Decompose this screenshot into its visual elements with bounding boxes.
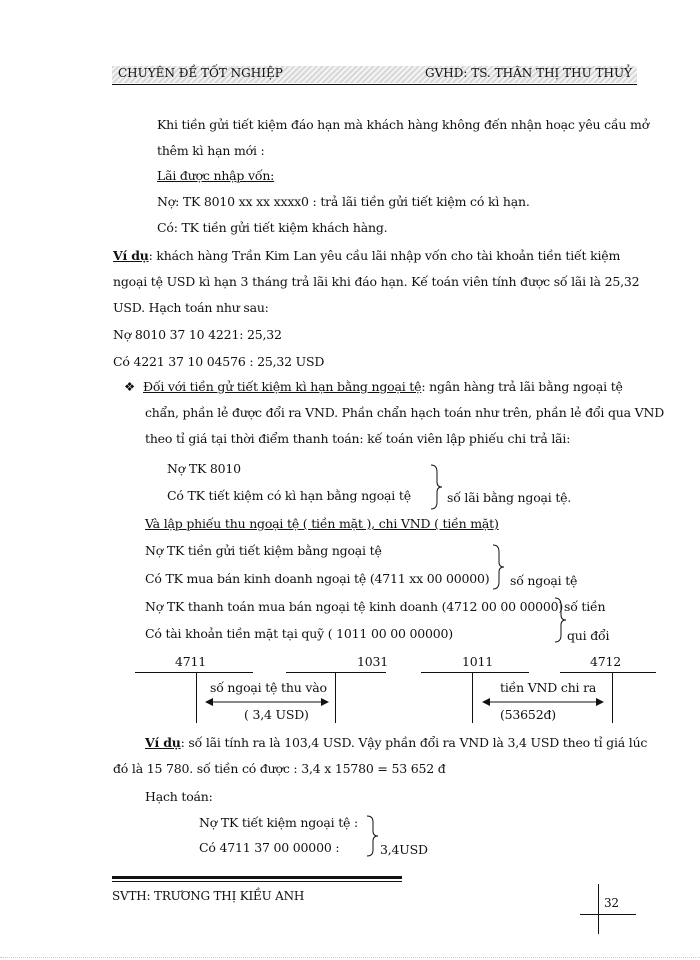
entry-credit: Có tài khoản tiền mặt tại quỹ ( 1011 00 00 00000) (145, 626, 453, 641)
page-number: 32 (604, 896, 619, 910)
diamond-bullet-icon: ❖ (124, 379, 136, 394)
entry-note: số tiền (564, 599, 606, 614)
example-text: : khách hàng Trần Kim Lan yêu cầu lãi nhập vốn cho tài khoản tiền tiết kiệm (148, 248, 621, 263)
footer-author: SVTH: TRƯƠNG THỊ KIỀU ANH (112, 889, 305, 903)
account-number: 4712 (590, 654, 622, 669)
body-line: đó là 15 780. số tiền có được : 3,4 x 15780 = 53 652 đ (113, 761, 446, 776)
flow-value: (53652đ) (500, 707, 556, 722)
body-line: Hạch toán: (145, 789, 213, 804)
entry-line: Có: TK tiền gửi tiết kiệm khách hàng. (157, 220, 388, 235)
header-supervisor: GVHD: TS. THÂN THỊ THU THUỶ (425, 66, 632, 80)
flow-value: ( 3,4 USD) (244, 707, 309, 722)
t-account-divider (612, 673, 613, 723)
entry-debit: Nợ TK tiền gửi tiết kiệm bằng ngoại tệ (145, 543, 382, 558)
section-title: Và lập phiếu thu ngoại tệ ( tiền mặt ), chi VND ( tiền mặt) (145, 516, 499, 531)
header-title: CHUYÊN ĐỀ TỐT NGHIỆP (118, 66, 283, 80)
account-number: 4711 (175, 654, 207, 669)
entry-credit: Có TK tiết kiệm có kì hạn bằng ngoại tệ (167, 488, 411, 503)
entry-line: Nợ 8010 37 10 4221: 25,32 (113, 327, 282, 342)
entry-amount: 3,4USD (380, 842, 428, 857)
t-account-line (135, 672, 253, 673)
example-paragraph (113, 248, 620, 263)
entry-credit: Có TK mua bán kinh doanh ngoại tệ (4711 xx 00 00000) (145, 571, 490, 586)
entry-debit: Nợ TK tiết kiệm ngoại tệ : (199, 815, 358, 830)
t-account-divider (472, 673, 473, 723)
flow-label: tiền VND chi ra (500, 680, 597, 695)
example-label: Ví dụ (145, 735, 181, 750)
body-line: thêm kì hạn mới : (157, 143, 265, 158)
bullet-title: Đối với tiền gử tiết kiệm kì hạn bằng ngoại tệ (143, 379, 422, 394)
entry-note: qui đổi (567, 628, 610, 643)
page-box-hline (580, 914, 636, 915)
entry-debit: Nợ TK 8010 (167, 461, 241, 476)
t-account-line (286, 672, 386, 673)
bullet-text: : ngân hàng trả lãi bằng ngoại tệ (421, 379, 623, 394)
t-account-line (560, 672, 656, 673)
section-title: Lãi được nhập vốn: (157, 168, 275, 183)
bottom-dotted-line (0, 957, 700, 958)
bullet-line (124, 379, 623, 394)
footer-rule (112, 876, 402, 879)
entry-note: số ngoại tệ (510, 573, 578, 588)
account-number: 1011 (462, 654, 494, 669)
entry-line: Có 4221 37 10 04576 : 25,32 USD (113, 354, 325, 369)
page-box-vline (598, 884, 599, 934)
example-label: Ví dụ (113, 248, 149, 263)
example-text: : số lãi tính ra là 103,4 USD. Vậy phần đổi ra VND là 3,4 USD theo tỉ giá lúc (180, 735, 648, 750)
body-line: chẩn, phần lẻ được đổi ra VND. Phần chẩn hạch toán như trên, phần lẻ đổi qua VND (145, 405, 665, 420)
body-line: Khi tiền gửi tiết kiệm đáo hạn mà khách hàng không đến nhận hoạc yêu cầu mở (157, 117, 650, 132)
entry-line: Nợ: TK 8010 xx xx xxxx0 : trả lãi tiền gửi tiết kiệm có kì hạn. (157, 194, 530, 209)
body-line: ngoại tệ USD kì hạn 3 tháng trả lãi khi đáo hạn. Kế toán viên tính được số lãi là 25,32 (113, 274, 640, 289)
entry-note: số lãi bằng ngoại tệ. (447, 490, 572, 505)
body-line: theo tỉ giá tại thời điểm thanh toán: kế toán viên lập phiếu chi trả lãi: (145, 431, 571, 446)
body-line: USD. Hạch toán như sau: (113, 300, 269, 315)
entry-credit: Có 4711 37 00 00000 : (199, 840, 340, 855)
t-account-line (421, 672, 529, 673)
right-brace-icon (428, 464, 444, 510)
example-paragraph (145, 735, 647, 750)
t-account-divider (335, 673, 336, 723)
header-rule (112, 84, 637, 85)
flow-label: số ngoại tệ thu vào (210, 680, 327, 695)
entry-debit: Nợ TK thanh toán mua bán ngoại tệ kinh doanh (4712 00 00 00000) (145, 599, 564, 614)
t-account-divider (196, 673, 197, 723)
right-brace-icon (364, 815, 380, 857)
right-brace-icon (490, 544, 506, 590)
account-number: 1031 (357, 654, 389, 669)
footer-rule (112, 881, 402, 882)
